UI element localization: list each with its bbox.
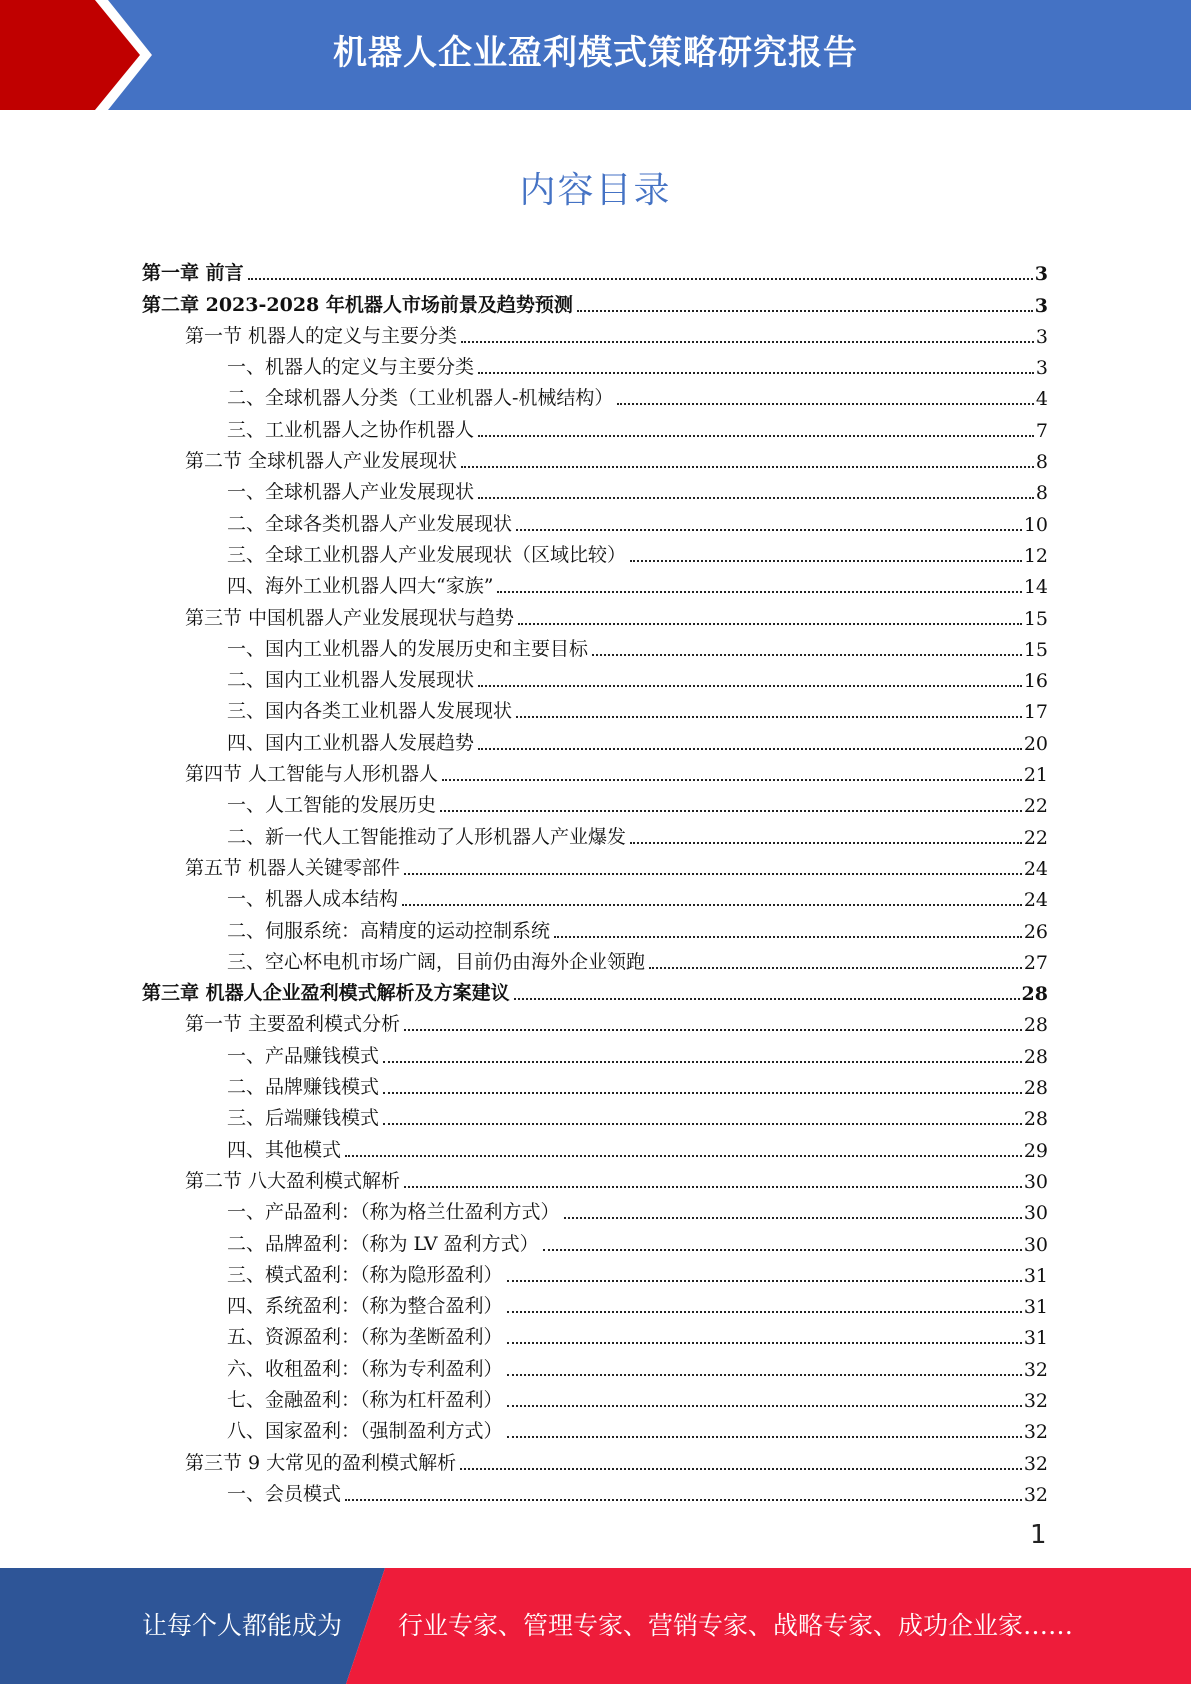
toc-entry[interactable]: [142, 410, 1048, 441]
toc-entry[interactable]: [142, 504, 1048, 535]
toc-dot-leader: [442, 779, 1022, 781]
toc-entry[interactable]: [142, 442, 1048, 473]
toc-entry-page: 8: [1035, 451, 1048, 474]
toc-entry-page: 32: [1023, 1421, 1048, 1444]
toc-dot-leader: [461, 466, 1034, 468]
toc-entry-page: 30: [1023, 1233, 1048, 1256]
toc-dot-leader: [649, 967, 1022, 969]
toc-entry-title: 六、收租盈利：（称为专利盈利）: [227, 1357, 503, 1380]
toc-dot-leader: [460, 1468, 1022, 1470]
toc-entry-title: 二、国内工业机器人发展现状: [227, 669, 475, 692]
toc-entry-page: 28: [1023, 1014, 1048, 1037]
toc-dot-leader: [630, 842, 1022, 844]
toc-entry-page: 15: [1023, 607, 1048, 630]
toc-entry-page: 31: [1023, 1264, 1048, 1287]
toc-entry[interactable]: [142, 786, 1048, 817]
toc-entry[interactable]: [142, 1224, 1048, 1255]
page-number: 1: [1030, 1520, 1047, 1550]
footer-slogan-right: 行业专家、管理专家、营销专家、战略专家、成功企业家……: [398, 1611, 1074, 1640]
toc-entry-page: 29: [1023, 1139, 1048, 1162]
toc-entry-page: 3: [1034, 294, 1048, 317]
toc-entry[interactable]: [142, 880, 1048, 911]
toc-entry-title: 第四节 人工智能与人形机器人: [185, 763, 439, 786]
toc-entry-page: 10: [1023, 513, 1048, 536]
toc-entry-page: 27: [1023, 951, 1048, 974]
toc-dot-leader: [543, 1249, 1022, 1251]
toc-dot-leader: [478, 435, 1034, 437]
toc-heading: 内容目录: [519, 170, 672, 211]
toc-entry-title: 第一节 主要盈利模式分析: [185, 1013, 401, 1036]
toc-entry-page: 14: [1023, 576, 1048, 599]
toc-entry-page: 28: [1023, 1108, 1048, 1131]
toc-entry[interactable]: [142, 1443, 1048, 1474]
toc-entry-page: 20: [1023, 732, 1048, 755]
toc-entry[interactable]: [142, 1068, 1048, 1099]
toc-entry[interactable]: [142, 1036, 1048, 1067]
toc-entry-page: 31: [1023, 1327, 1048, 1350]
toc-entry-title: 二、新一代人工智能推动了人形机器人产业爆发: [227, 825, 627, 848]
toc-entry-title: 一、产品赚钱模式: [227, 1044, 380, 1067]
toc-entry-title: 第二节 全球机器人产业发展现状: [185, 450, 458, 473]
toc-dot-leader: [516, 529, 1022, 531]
toc-entry-title: 三、工业机器人之协作机器人: [227, 418, 475, 441]
toc-dot-leader: [404, 873, 1022, 875]
toc-dot-leader: [507, 1342, 1022, 1344]
toc-entry-page: 4: [1035, 388, 1048, 411]
toc-dot-leader: [478, 497, 1034, 499]
toc-dot-leader: [440, 810, 1022, 812]
footer-banner: [0, 1568, 1191, 1684]
toc-entry[interactable]: [142, 254, 1048, 285]
toc-dot-leader: [592, 654, 1022, 656]
toc-dot-leader: [630, 560, 1022, 562]
toc-entry[interactable]: [142, 379, 1048, 410]
toc-entry[interactable]: [142, 817, 1048, 848]
toc-entry-title: 第二节 八大盈利模式解析: [185, 1169, 401, 1192]
toc-dot-leader: [383, 1061, 1022, 1063]
toc-entry-title: 第三节 中国机器人产业发展现状与趋势: [185, 606, 515, 629]
toc-entry-title: 三、后端赚钱模式: [227, 1107, 380, 1130]
toc-entry-title: 第五节 机器人关键零部件: [185, 856, 401, 879]
toc-entry-title: 三、全球工业机器人产业发展现状（区域比较）: [227, 543, 627, 566]
toc-entry-title: 一、产品盈利：（称为格兰仕盈利方式）: [227, 1201, 560, 1224]
toc-entry[interactable]: [142, 943, 1048, 974]
toc-entry-page: 22: [1023, 826, 1048, 849]
toc-entry[interactable]: [142, 661, 1048, 692]
toc-entry-title: 二、品牌盈利：（称为 LV 盈利方式）: [227, 1232, 539, 1255]
toc-entry-title: 第三节 9 大常见的盈利模式解析: [185, 1451, 457, 1474]
toc-entry-page: 3: [1035, 325, 1048, 348]
toc-dot-leader: [404, 1029, 1022, 1031]
toc-entry[interactable]: [142, 598, 1048, 629]
toc-entry-page: 32: [1023, 1358, 1048, 1381]
toc-entry-title: 二、全球各类机器人产业发展现状: [227, 512, 513, 535]
toc-dot-leader: [248, 278, 1033, 280]
toc-entry-title: 第二章 2023-2028 年机器人市场前景及趋势预测: [142, 293, 573, 316]
toc-entry[interactable]: [142, 1193, 1048, 1224]
toc-entry-title: 三、模式盈利：（称为隐形盈利）: [227, 1263, 503, 1286]
toc-entry-title: 四、海外工业机器人四大“家族”: [227, 575, 494, 598]
toc-dot-leader: [577, 310, 1033, 312]
toc-entry-title: 一、全球机器人产业发展现状: [227, 481, 475, 504]
toc-entry-title: 第一节 机器人的定义与主要分类: [185, 324, 458, 347]
toc-dot-leader: [507, 1436, 1022, 1438]
toc-entry[interactable]: [142, 849, 1048, 880]
toc-dot-leader: [617, 403, 1033, 405]
toc-entry[interactable]: [142, 1349, 1048, 1380]
toc-dot-leader: [514, 998, 1020, 1000]
toc-dot-leader: [478, 685, 1022, 687]
toc-entry-page: 32: [1023, 1389, 1048, 1412]
toc-entry[interactable]: [142, 723, 1048, 754]
toc-entry[interactable]: [142, 1381, 1048, 1412]
toc-entry[interactable]: [142, 285, 1048, 316]
toc-dot-leader: [345, 1499, 1022, 1501]
toc-entry-page: 22: [1023, 795, 1048, 818]
toc-entry[interactable]: [142, 317, 1048, 348]
toc-entry[interactable]: [142, 974, 1048, 1005]
toc-entry[interactable]: [142, 1318, 1048, 1349]
toc-entry-page: 32: [1023, 1483, 1048, 1506]
toc-entry-title: 三、国内各类工业机器人发展现状: [227, 700, 513, 723]
toc-entry-title: 二、品牌赚钱模式: [227, 1076, 380, 1099]
toc-entry[interactable]: [142, 1475, 1048, 1506]
toc-entry-title: 一、机器人的定义与主要分类: [227, 356, 475, 379]
toc-entry[interactable]: [142, 692, 1048, 723]
toc-entry-page: 12: [1023, 544, 1048, 567]
toc-entry-page: 7: [1035, 419, 1048, 442]
toc-entry-page: 32: [1023, 1452, 1048, 1475]
toc-entry-title: 四、国内工业机器人发展趋势: [227, 731, 475, 754]
toc-entry[interactable]: [142, 911, 1048, 942]
toc-dot-leader: [554, 936, 1022, 938]
toc-entry-page: 15: [1023, 638, 1048, 661]
toc-entry-title: 二、伺服系统：高精度的运动控制系统: [227, 919, 551, 942]
toc-entry[interactable]: [142, 1256, 1048, 1287]
toc-dot-leader: [402, 904, 1022, 906]
report-header-banner: [0, 0, 1191, 110]
toc-entry-page: 24: [1023, 857, 1048, 880]
toc-entry-title: 一、机器人成本结构: [227, 888, 399, 911]
toc-entry-title: 四、其他模式: [227, 1138, 342, 1161]
report-title: 机器人企业盈利模式策略研究报告: [333, 33, 858, 73]
toc-entry-title: 一、会员模式: [227, 1482, 342, 1505]
toc-entry[interactable]: [142, 1287, 1048, 1318]
toc-entry-page: 30: [1023, 1202, 1048, 1225]
toc-dot-leader: [564, 1217, 1022, 1219]
toc-dot-leader: [507, 1405, 1022, 1407]
toc-dot-leader: [383, 1092, 1022, 1094]
toc-dot-leader: [383, 1123, 1022, 1125]
toc-entry-page: 28: [1023, 1077, 1048, 1100]
toc-entry[interactable]: [142, 630, 1048, 661]
toc-entry[interactable]: [142, 473, 1048, 504]
toc-entry-page: 21: [1023, 764, 1048, 787]
toc-dot-leader: [516, 716, 1022, 718]
toc-dot-leader: [507, 1374, 1022, 1376]
toc-dot-leader: [507, 1311, 1022, 1313]
toc-dot-leader: [497, 591, 1021, 593]
toc-entry-page: 8: [1035, 482, 1048, 505]
toc-entry-page: 3: [1034, 263, 1048, 286]
toc-dot-leader: [507, 1280, 1022, 1282]
table-of-contents: [142, 254, 1048, 1506]
toc-entry-page: 28: [1023, 1045, 1048, 1068]
toc-entry-page: 17: [1023, 701, 1048, 724]
toc-entry-title: 三、空心杯电机市场广阔，目前仍由海外企业领跑: [227, 950, 646, 973]
toc-entry-page: 24: [1023, 889, 1048, 912]
toc-entry-title: 一、人工智能的发展历史: [227, 794, 437, 817]
toc-entry[interactable]: [142, 1412, 1048, 1443]
toc-dot-leader: [518, 623, 1022, 625]
toc-entry[interactable]: [142, 1005, 1048, 1036]
toc-entry-page: 30: [1023, 1170, 1048, 1193]
toc-entry-title: 七、金融盈利：（称为杠杆盈利）: [227, 1388, 503, 1411]
toc-entry-page: 16: [1023, 670, 1048, 693]
toc-entry-page: 26: [1023, 920, 1048, 943]
toc-dot-leader: [461, 341, 1034, 343]
toc-dot-leader: [404, 1186, 1022, 1188]
toc-dot-leader: [478, 372, 1034, 374]
toc-entry-title: 第三章 机器人企业盈利模式解析及方案建议: [142, 982, 510, 1005]
toc-entry[interactable]: [142, 755, 1048, 786]
toc-entry[interactable]: [142, 1099, 1048, 1130]
toc-dot-leader: [345, 1155, 1022, 1157]
toc-entry-page: 31: [1023, 1296, 1048, 1319]
toc-entry[interactable]: [142, 1130, 1048, 1161]
toc-entry-title: 第一章 前言: [142, 262, 244, 285]
toc-entry-title: 四、系统盈利：（称为整合盈利）: [227, 1295, 503, 1318]
toc-entry[interactable]: [142, 348, 1048, 379]
toc-dot-leader: [478, 748, 1022, 750]
footer-slogan-left: 让每个人都能成为: [142, 1611, 343, 1640]
toc-entry-title: 八、国家盈利：（强制盈利方式）: [227, 1420, 503, 1443]
toc-entry[interactable]: [142, 1162, 1048, 1193]
toc-entry-page: 3: [1035, 357, 1048, 380]
toc-entry[interactable]: [142, 567, 1048, 598]
toc-entry-page: 28: [1021, 983, 1048, 1006]
toc-entry-title: 二、全球机器人分类（工业机器人-机械结构）: [227, 387, 614, 410]
toc-entry-title: 五、资源盈利：（称为垄断盈利）: [227, 1326, 503, 1349]
toc-entry-title: 一、国内工业机器人的发展历史和主要目标: [227, 637, 589, 660]
toc-entry[interactable]: [142, 536, 1048, 567]
